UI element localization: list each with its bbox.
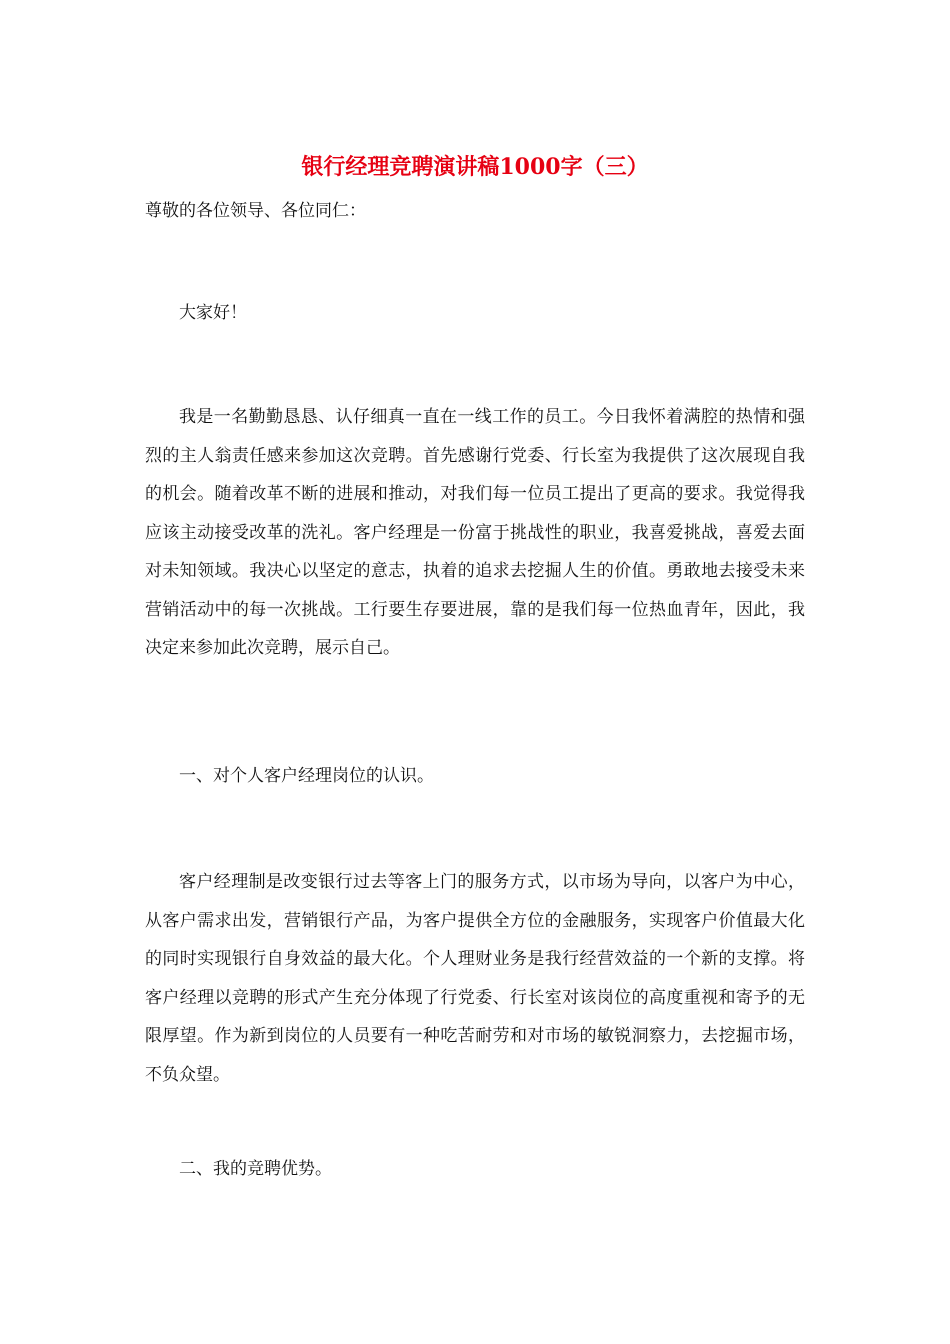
greeting: 大家好！ xyxy=(179,303,247,323)
section-heading-1: 一、对个人客户经理岗位的认识。 xyxy=(179,766,434,786)
document-title: 银行经理竞聘演讲稿1000字（三） xyxy=(301,154,649,180)
section-heading-2: 二、我的竞聘优势。 xyxy=(179,1159,332,1179)
paragraph-role-understanding: 客户经理制是改变银行过去等客上门的服务方式，以市场为导向，以客户为中心，从客户需求出发，营销银行产品，为客户提供全方位的金融服务，实现客户价值最大化的同时实现银行自身效益的最大化。个人理财业务是我行经营效益的一个新的支撑。将客户经理以竞聘的形式产生充分体现了行党委、行长室对该岗位的高度重视和寄予的无限厚望。作为新到岗位的人员要有一种吃苦耐劳和对市场的敏锐洞察力，去挖掘市场，不负众望。 xyxy=(145,872,805,1085)
salutation: 尊敬的各位领导、各位同仁： xyxy=(145,201,366,221)
paragraph-introduction: 我是一名勤勤恳恳、认仔细真一直在一线工作的员工。今日我怀着满腔的热情和强烈的主人翁责任感来参加这次竞聘。首先感谢行党委、行长室为我提供了这次展现自我的机会。随着改革不断的进展和推动，对我们每一位员工提出了更高的要求。我觉得我应该主动接受改革的洗礼。客户经理是一份富于挑战性的职业，我喜爱挑战，喜爱去面对未知领域。我决心以坚定的意志，执着的追求去挖掘人生的价值。勇敢地去接受未来营销活动中的每一次挑战。工行要生存要进展，靠的是我们每一位热血青年，因此，我决定来参加此次竞聘，展示自己。 xyxy=(145,407,805,658)
